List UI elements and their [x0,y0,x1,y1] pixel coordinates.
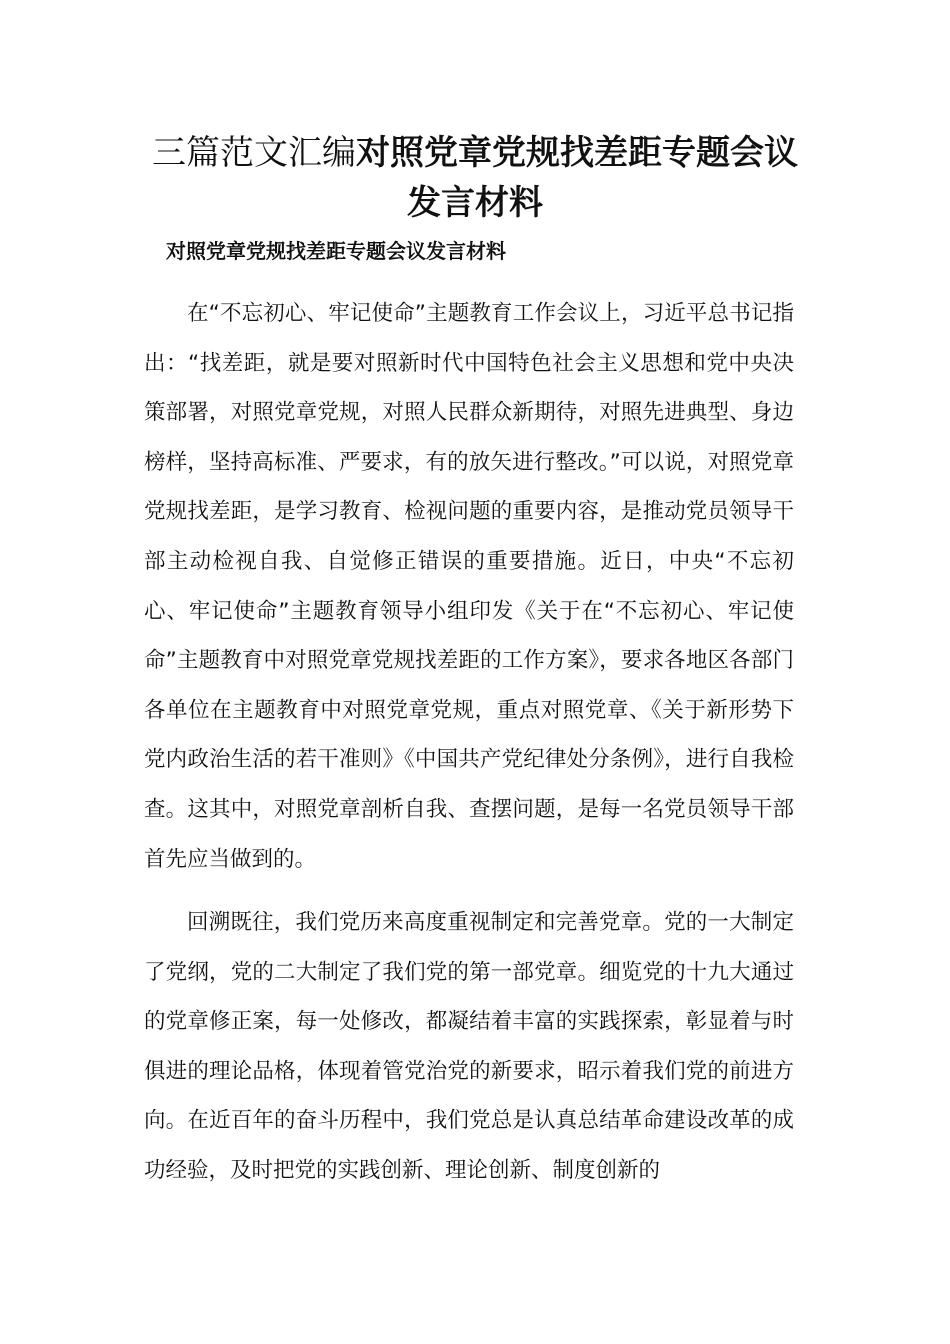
document-title [150,128,800,228]
body-paragraph-1: 在“不忘初心、牢记使命”主题教育工作会议上，习近平总书记指出：“找差距，就是要对照新时代中国特色社会主义思想和党中央决策部署，对照党章党规，对照人民群众新期待，对照先进典型、身边榜样，坚持高标准、严要求，有的放矢进行整改。”可以说，对照党章党规找差距，是学习教育、检视问题的重要内容，是推动党员领导干部主动检视自我、自觉修正错误的重要措施。近日，中央“不忘初心、牢记使命”主题教育领导小组印发《关于在“不忘初心、牢记使命”主题教育中对照党章党规找差距的工作方案》，要求各地区各部门各单位在主题教育中对照党章党规，重点对照党章、《关于新形势下党内政治生活的若干准则》《中国共产党纪律处分条例》，进行自我检查。这其中，对照党章剖析自我、查摆问题，是每一名党员领导干部首先应当做到的。 [144,301,794,872]
body-paragraph-2: 回溯既往，我们党历来高度重视制定和完善党章。党的一大制定了党纲，党的二大制定了我们党的第一部党章。细览党的十九大通过的党章修正案，每一处修改，都凝结着丰富的实践探索，彰显着与时俱进的理论品格，体现着管党治党的新要求，昭示着我们党的前进方向。在近百年的奋斗历程中，我们党总是认真总结革命建设改革的成功经验，及时把党的实践创新、理论创新、制度创新的 [144,910,794,1183]
title-main: 对照党章党规找差距专题会议发言材料 [356,133,798,223]
title-prefix: 三篇范文汇编 [152,133,356,173]
document-subtitle: 对照党章党规找差距专题会议发言材料 [166,239,506,263]
